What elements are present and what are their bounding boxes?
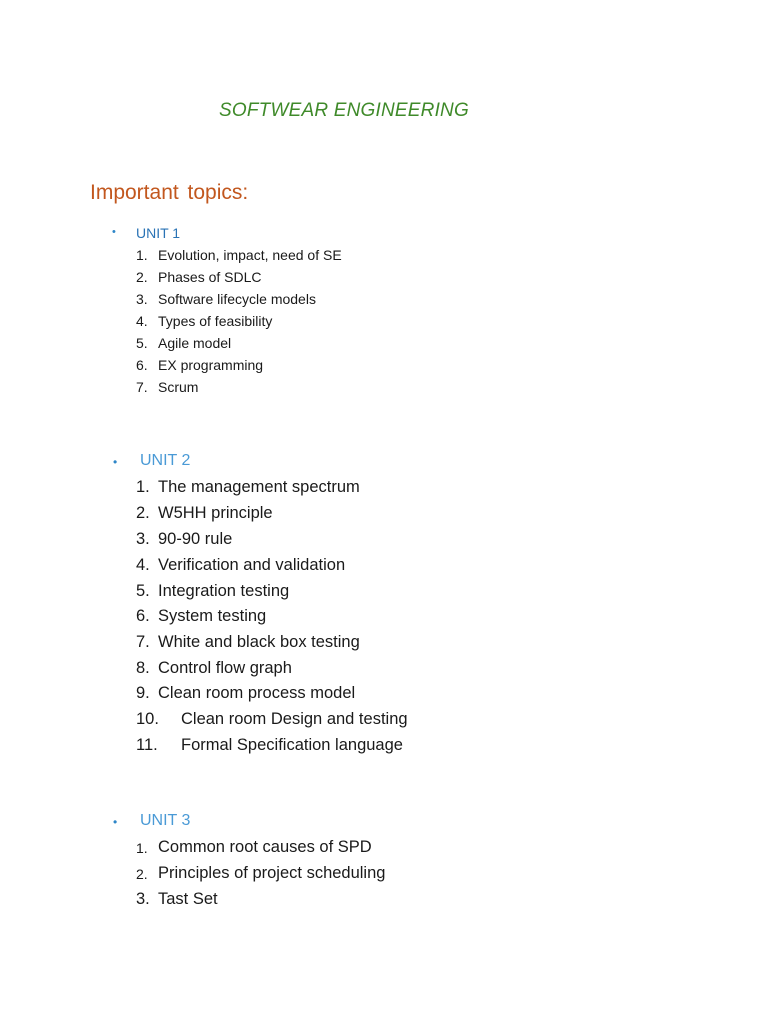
list-item-number: 9. [136, 684, 150, 702]
list-item-text: Verification and validation [158, 556, 346, 574]
list-item-text: Software lifecycle models [158, 291, 316, 307]
list-item-number: 2. [136, 866, 148, 882]
list-item-number: 5. [136, 582, 150, 600]
list-item-number: 2. [136, 269, 148, 285]
list-item-number: 1. [136, 478, 150, 496]
list-item-number: 3. [136, 530, 150, 548]
list-item-text: Phases of SDLC [158, 269, 262, 285]
bullet-icon: • [113, 455, 118, 469]
list-item-text: Tast Set [158, 890, 218, 908]
list-item-number: 8. [136, 659, 150, 677]
list-item-number: 4. [136, 556, 150, 574]
list-item-text: Principles of project scheduling [158, 864, 386, 882]
list-item-text: Scrum [158, 379, 199, 395]
list-item-text: Types of feasibility [158, 313, 273, 329]
list-item-number: 7. [136, 633, 150, 651]
bullet-icon: • [113, 815, 118, 829]
unit-3-label: UNIT 3 [140, 812, 191, 829]
unit-1-label: UNIT 1 [136, 225, 181, 241]
list-item-text: Clean room process model [158, 684, 356, 702]
list-item-text: Integration testing [158, 582, 290, 600]
list-item-number: 10. [136, 710, 159, 728]
list-item-text: 90-90 rule [158, 530, 233, 548]
list-item-text: Control flow graph [158, 659, 292, 677]
document-title: SOFTWEAR ENGINEERING [219, 100, 469, 121]
list-item-number: 7. [136, 379, 148, 395]
important-topics-heading: Important topics: [90, 181, 249, 204]
list-item-number: 2. [136, 504, 150, 522]
list-item-text: White and black box testing [158, 633, 360, 651]
list-item-number: 3. [136, 890, 150, 908]
list-item-number: 6. [136, 357, 148, 373]
list-item-text: EX programming [158, 357, 264, 373]
list-item-text: The management spectrum [158, 478, 360, 496]
list-item-number: 1. [136, 840, 148, 856]
list-item-text: Common root causes of SPD [158, 838, 372, 856]
list-item-text: Evolution, impact, need of SE [158, 247, 342, 263]
list-item-text: Agile model [158, 335, 232, 351]
list-item-number: 11. [136, 736, 158, 754]
list-item-text: Clean room Design and testing [181, 710, 408, 728]
list-item-text: System testing [158, 607, 267, 625]
list-item-number: 1. [136, 247, 148, 263]
list-item-number: 5. [136, 335, 148, 351]
list-item-text: Formal Specification language [181, 736, 403, 754]
list-item-number: 4. [136, 313, 148, 329]
list-item-number: 3. [136, 291, 148, 307]
unit-2-label: UNIT 2 [140, 452, 191, 469]
list-item-number: 6. [136, 607, 150, 625]
list-item-text: W5HH principle [158, 504, 273, 522]
bullet-icon: • [112, 226, 116, 238]
